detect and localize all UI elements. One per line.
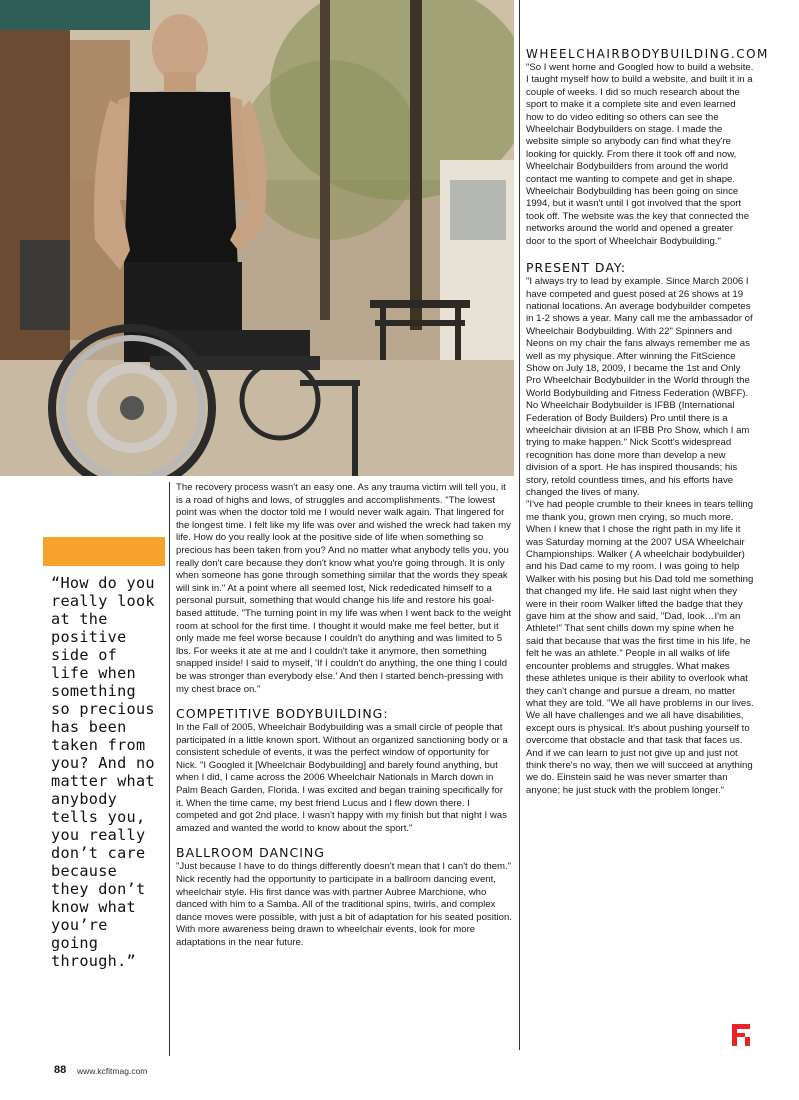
footer-url: www.kcfitmag.com (77, 1066, 148, 1076)
competitive-heading: COMPETITIVE BODYBUILDING: (176, 706, 389, 722)
magazine-logo-icon (732, 1024, 750, 1046)
present-day-heading: PRESENT DAY: (526, 260, 627, 276)
ballroom-paragraph: "Just because I have to do things differently doesn't mean that I can't do them." Nick recently had the opportunity to participate in a ballroom dancing event, wheelchair style. His first dance was with partner Aubree Marchione, who danced with him to a Samba. All of the traditional spins, twirls, and complex dance moves were possible, with just a bit of adaptation for his seated position. With more awareness being drawn to wheelchair events, look for more adaptations in the near future. (176, 861, 512, 948)
competitive-paragraph: In the Fall of 2005, Wheelchair Bodybuilding was a small circle of people that participated in a little known sport. Without an organized sanctioning body or a consistent schedule of events, it was the perfect window of opportunity for Nick. "I Googled it [Wheelchair Bodybuilding] and barely found anything, but when I did, I came across the 2006 Wheelchair Nationals in March down in Palm Beach Garden, Florida. I was excited and began training specifically for it. When the time came, my best friend Lucus and I flew down there. I competed and got 2nd place. I wasn't happy with my finish but that night I was amazed and wanted the world to know about the sport." (176, 722, 508, 834)
website-paragraph: "So I went home and Googled how to build a website. I taught myself how to build a website, and built it in a couple of weeks. I did so much research about the sport to make it a complete site and even learned how to do video editing so others can see the Wheelchair Bodybuilders on stage. I made the website simple so anybody can find what they're looking for quickly. From there it took off and now, Wheelchair Bodybuilders from around the world contact me wanting to compete and get in shape. Wheelchair Bodybuilding has been going on since 1994, but it wasn't until I got involved that the sport took off. The website was the key that connected the networks around the world and opened a greater door to the sport of Wheelchair Bodybuilding." (526, 62, 754, 247)
column-rule-right (519, 0, 520, 1050)
pull-quote: “How do you really look at the positive side of life when something so precious has been taken from you? And no matter what anybody tells you, you really don’t care because they don’t know what you’re going through.” (51, 574, 155, 970)
page-number: 88 (54, 1064, 67, 1076)
column-rule-mid (169, 482, 170, 1056)
right-column (526, 46, 769, 797)
website-heading: WHEELCHAIRBODYBUILDING.COM (526, 47, 769, 61)
intro-paragraph: The recovery process wasn't an easy one. As any trauma victim will tell you, it is a road of highs and lows, of struggles and accomplishments. "The lowest point was when the doctor told me I would never walk again. That lingered for the longest time. I felt like my life was over and wished the wreck had taken my life. How do you really look at the positive side of life when something so precious has been taken from you? And no matter what anybody tells you, you really don't care because they don't know what you're going through. It is only when someone has gone through something similar that the words they speak will sink in." At a point where all seemed lost, Nick rededicated himself to a personal pursuit, something that would change his life and restore his goal-based attitude. "The turning point in my life was when I went back to the weight room at school for the first time. I thought it would make me feel better, but it only made me feel worse because I couldn't do anything and was limited to 5 lbs. For weeks it ate at me and I couldn't take it anymore, then something snapped inside! I said to myself, 'If I couldn't do anything, the one thing I could be was stronger than everybody else.' And then I started bench-pressing with my chest brace on." (176, 482, 512, 695)
ballroom-heading: BALLROOM DANCING (176, 845, 325, 861)
cover-photo (0, 0, 514, 476)
present-day-paragraph-2: "I've had people crumble to their knees in tears telling me thank you, grown men crying, so much more. When I knew that I chose the right path in my life it was Saturday morning at the 2007 USA Wheelchair Championships. Walker ( A wheelchair bodybuilder) and his Dad came to my room. I was going to help Walker with his posing but his Dad told me something that changed my life. He said last night when they were in their room Walker lifted the badge that they gave him at the show and said, "Dad, look…I'm an Athlete!" That sent chills down my spine when he said that because that was the first time in his life, he felt he was an athlete." People in all walks of life encounter problems and struggles. What makes these athletes unique is their ability to overlook what they can't change and pursue a dream, no matter what they are told. "We all have problems in our lives. We all have challenges and we all have disabilities, except ours is physical. It's about pushing yourself to overcome that obstacle and that task that faces us. And if we can learn to just not give up and just not think there's no way, then we will succeed at anything we do. Einstein said he was never smarter than anyone; he just stuck with the problem longer." (526, 499, 754, 796)
pull-quote-accent-bar (43, 537, 165, 566)
photo-illustration (0, 0, 514, 476)
middle-column (176, 482, 512, 950)
present-day-paragraph-1: "I always try to lead by example. Since March 2006 I have competed and guest posed at 26 shows at 19 national locations. An average bodybuilder competes in 1-2 shows a year. Many call me the ambassador of Wheelchair Bodybuilding. With 22" Spinners and Neons on my chair the fans always remember me as well as my physique. After winning the FitScience Show on July 18, 2009, I became the 1st and Only Pro Wheelchair Bodybuilder in the World through the World Bodybuilding and Fitness Federation (WBFF). No Wheelchair Bodybuilder is IFBB (International Federation of Body Builders) Pro until there is a wheelchair division at an IFBB Pro Show, which I am trying to make happen." Nick Scott's widespread recognition has done more than develop a new division of a sport. He has inspired thousands; his story, retold countless times, and his efforts have changed the lives of many. (526, 276, 753, 498)
